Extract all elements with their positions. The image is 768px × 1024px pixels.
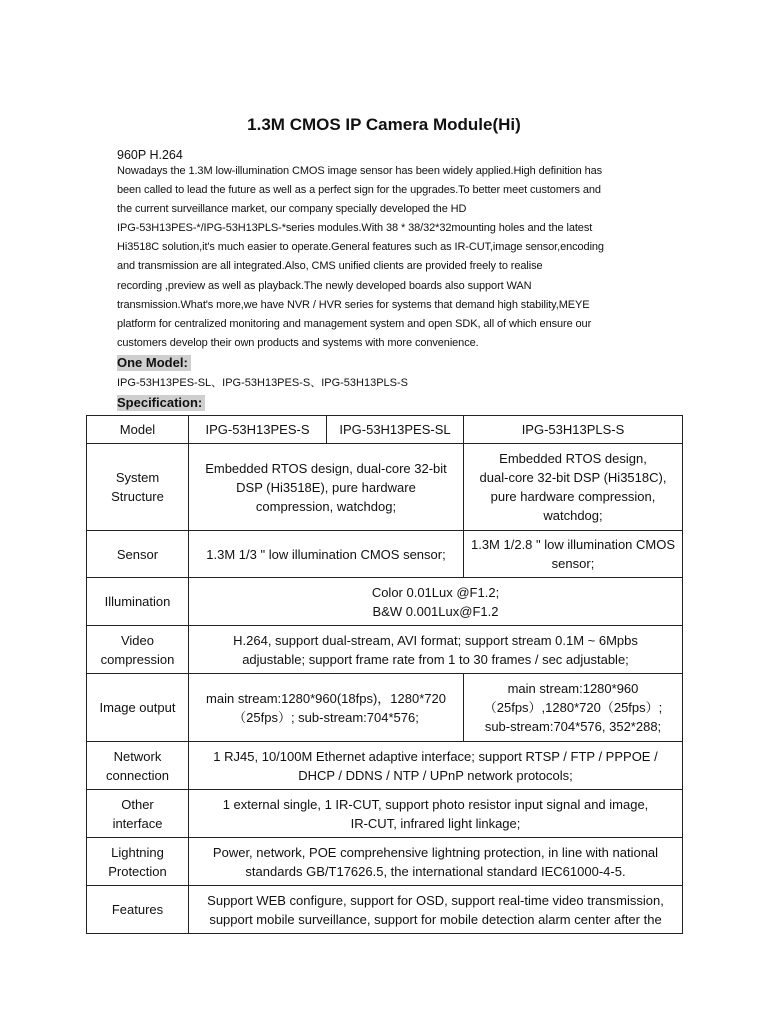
value-line: Color 0.01Lux @F1.2;	[371, 584, 500, 600]
document-subtitle: 960P H.264	[117, 148, 183, 162]
model-cell: IPG-53H13PLS-S	[464, 416, 683, 444]
value-line: standards GB/T17626.5, the international standard IEC61000-4-5.	[245, 863, 626, 879]
row-label	[87, 742, 189, 790]
intro-line: the current surveillance market, our company specially developed the HD	[117, 203, 467, 216]
value-line: （25fps）,1280*720（25fps）;	[483, 700, 663, 715]
document-title: 1.3M CMOS IP Camera Module(Hi)	[247, 115, 521, 134]
label-line: System	[115, 470, 160, 485]
value-line: dual-core 32-bit DSP (Hi3518C),	[479, 470, 667, 485]
value-line: adjustable; support frame rate from 1 to 30 frames / sec adjustable;	[242, 651, 629, 667]
table-row-features	[87, 886, 683, 934]
value-cell	[189, 674, 464, 742]
value-cell	[189, 578, 683, 626]
row-label: Features	[87, 886, 189, 934]
intro-line: transmission.What's more,we have NVR / HVR series for systems that demand high stability,MEYE	[117, 298, 590, 311]
intro-paragraph	[117, 162, 657, 353]
value-cell	[189, 742, 683, 790]
intro-line: recording ,preview as well as playback.The newly developed boards also support WAN	[117, 279, 532, 292]
row-label: Sensor	[87, 531, 189, 578]
row-label	[87, 626, 189, 674]
value-cell	[464, 444, 683, 531]
value-line: Embedded RTOS design,	[499, 451, 647, 466]
label-line: Lightning	[111, 844, 164, 860]
model-cell: IPG-53H13PES-S	[189, 416, 327, 444]
one-model-heading: One Model:	[117, 355, 191, 371]
table-row-lightning-protection	[87, 838, 683, 886]
value-line: main stream:1280*960(18fps)，1280*720	[206, 690, 446, 706]
value-line: IR-CUT, infrared light linkage;	[350, 815, 521, 831]
value-line: 1 external single, 1 IR-CUT, support photo resistor input signal and image,	[222, 796, 649, 812]
value-line: Embedded RTOS design, dual-core 32-bit	[205, 460, 447, 476]
label-line: Video	[120, 632, 154, 648]
value-cell: 1.3M 1/3 " low illumination CMOS sensor;	[189, 531, 464, 578]
row-label: Illumination	[87, 578, 189, 626]
value-line: DHCP / DDNS / NTP / UPnP network protocols;	[298, 767, 573, 783]
table-row-sensor	[87, 531, 683, 578]
intro-line: been called to lead the future as well as a perfect sign for the upgrades.To better meet customers and	[117, 184, 601, 197]
label-line: Other	[121, 796, 154, 812]
value-line: 1.3M 1/2.8 " low illumination CMOS	[470, 537, 676, 552]
label-line: connection	[106, 767, 169, 783]
value-line: support mobile surveillance, support for mobile detection alarm center after the	[209, 911, 662, 927]
intro-line: customers develop their own products and systems with more convenience.	[117, 336, 479, 349]
label-line: Protection	[108, 863, 167, 879]
value-cell	[464, 531, 683, 578]
label-line: Network	[113, 748, 162, 764]
value-line: compression, watchdog;	[255, 498, 397, 514]
value-line: H.264, support dual-stream, AVI format; support stream 0.1M ~ 6Mpbs	[233, 632, 638, 648]
table-row-network-connection	[87, 742, 683, 790]
intro-line: IPG-53H13PES-*/IPG-53H13PLS-*series modules.With 38 * 38/32*32mounting holes and the latest	[117, 222, 593, 235]
table-row-system-structure	[87, 444, 683, 531]
value-line: sub-stream:704*576, 352*288;	[484, 719, 662, 734]
value-cell	[189, 790, 683, 838]
table-row-other-interface	[87, 790, 683, 838]
table-row-illumination	[87, 578, 683, 626]
value-cell	[189, 626, 683, 674]
label-line: interface	[112, 815, 163, 831]
intro-line: Hi3518C solution,it's much easier to operate.General features such as IR-CUT,image sensor,encoding	[117, 241, 604, 254]
specification-table	[86, 415, 683, 934]
models-list: IPG-53H13PES-SL、IPG-53H13PES-S、IPG-53H13PLS-S	[117, 377, 409, 389]
value-line: Support WEB configure, support for OSD, support real-time video transmission,	[207, 892, 664, 908]
model-cell: IPG-53H13PES-SL	[327, 416, 464, 444]
intro-line: and transmission are all integrated.Also, CMS unified clients are provided freely to realise	[117, 260, 543, 273]
value-line: main stream:1280*960	[507, 681, 639, 696]
label-line: compression	[100, 651, 175, 667]
value-cell	[189, 838, 683, 886]
intro-line: platform for centralized monitoring and management system and open SDK, all of which ensure our	[117, 317, 592, 330]
table-row-video-compression	[87, 626, 683, 674]
row-label	[87, 838, 189, 886]
intro-line: Nowadays the 1.3M low-illumination CMOS image sensor has been widely applied.High definition has	[117, 165, 603, 177]
value-cell	[189, 886, 683, 934]
table-row-model	[87, 416, 683, 444]
row-label	[87, 790, 189, 838]
value-line: watchdog;	[543, 508, 603, 523]
value-line: pure hardware compression,	[490, 489, 656, 504]
value-line: （25fps）; sub-stream:704*576;	[233, 709, 419, 725]
value-cell	[189, 444, 464, 531]
table-row-image-output	[87, 674, 683, 742]
row-label	[87, 444, 189, 531]
row-label: Image output	[87, 674, 189, 742]
specification-heading: Specification:	[117, 395, 205, 411]
value-line: sensor;	[551, 556, 595, 571]
row-label: Model	[87, 416, 189, 444]
value-cell	[464, 674, 683, 742]
value-line: DSP (Hi3518E), pure hardware	[236, 479, 416, 495]
value-line: Power, network, POE comprehensive lightning protection, in line with national	[212, 844, 659, 860]
value-line: B&W 0.001Lux@F1.2	[372, 603, 499, 619]
value-line: 1 RJ45, 10/100M Ethernet adaptive interface; support RTSP / FTP / PPPOE /	[213, 748, 658, 764]
label-line: Structure	[111, 489, 164, 504]
